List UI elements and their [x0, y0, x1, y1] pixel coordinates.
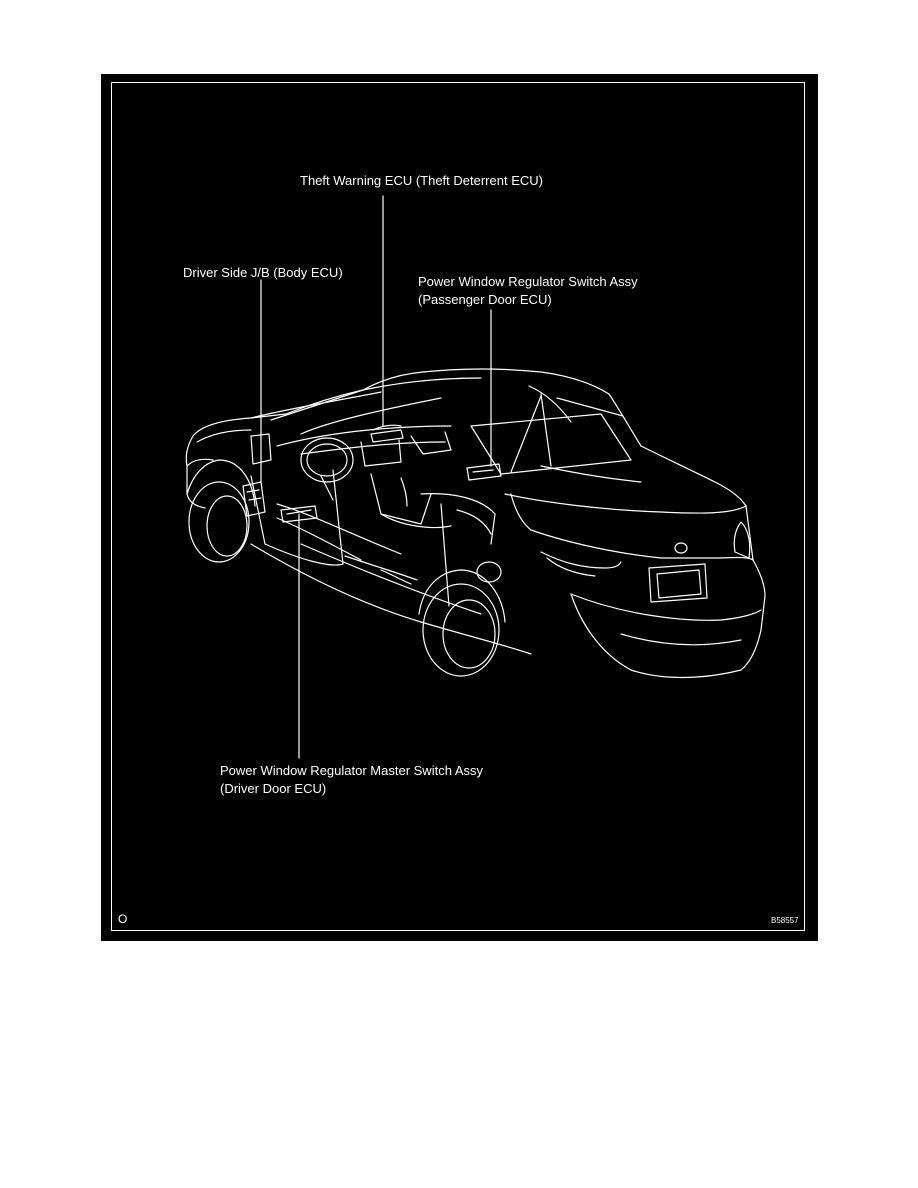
label-driver-side-jb	[183, 264, 343, 282]
label-driver-door-ecu	[220, 762, 483, 798]
car-illustration	[101, 74, 818, 941]
label-driver-side-jb-text: Driver Side J/B (Body ECU)	[183, 265, 343, 280]
label-theft-warning-ecu	[300, 172, 543, 190]
car-body-outline	[186, 369, 765, 678]
label-driver-door-ecu-line2: (Driver Door ECU)	[220, 781, 327, 796]
label-driver-door-ecu-line1: Power Window Regulator Master Switch Assy	[220, 763, 483, 778]
label-theft-warning-ecu-text: Theft Warning ECU (Theft Deterrent ECU)	[300, 173, 543, 188]
figure-code: B58557	[771, 916, 799, 925]
label-passenger-door-ecu-line1: Power Window Regulator Switch Assy	[418, 274, 638, 289]
diagram-frame	[101, 74, 818, 941]
corner-mark: O	[118, 912, 128, 926]
label-passenger-door-ecu-line2: (Passenger Door ECU)	[418, 292, 552, 307]
label-passenger-door-ecu	[418, 273, 638, 309]
